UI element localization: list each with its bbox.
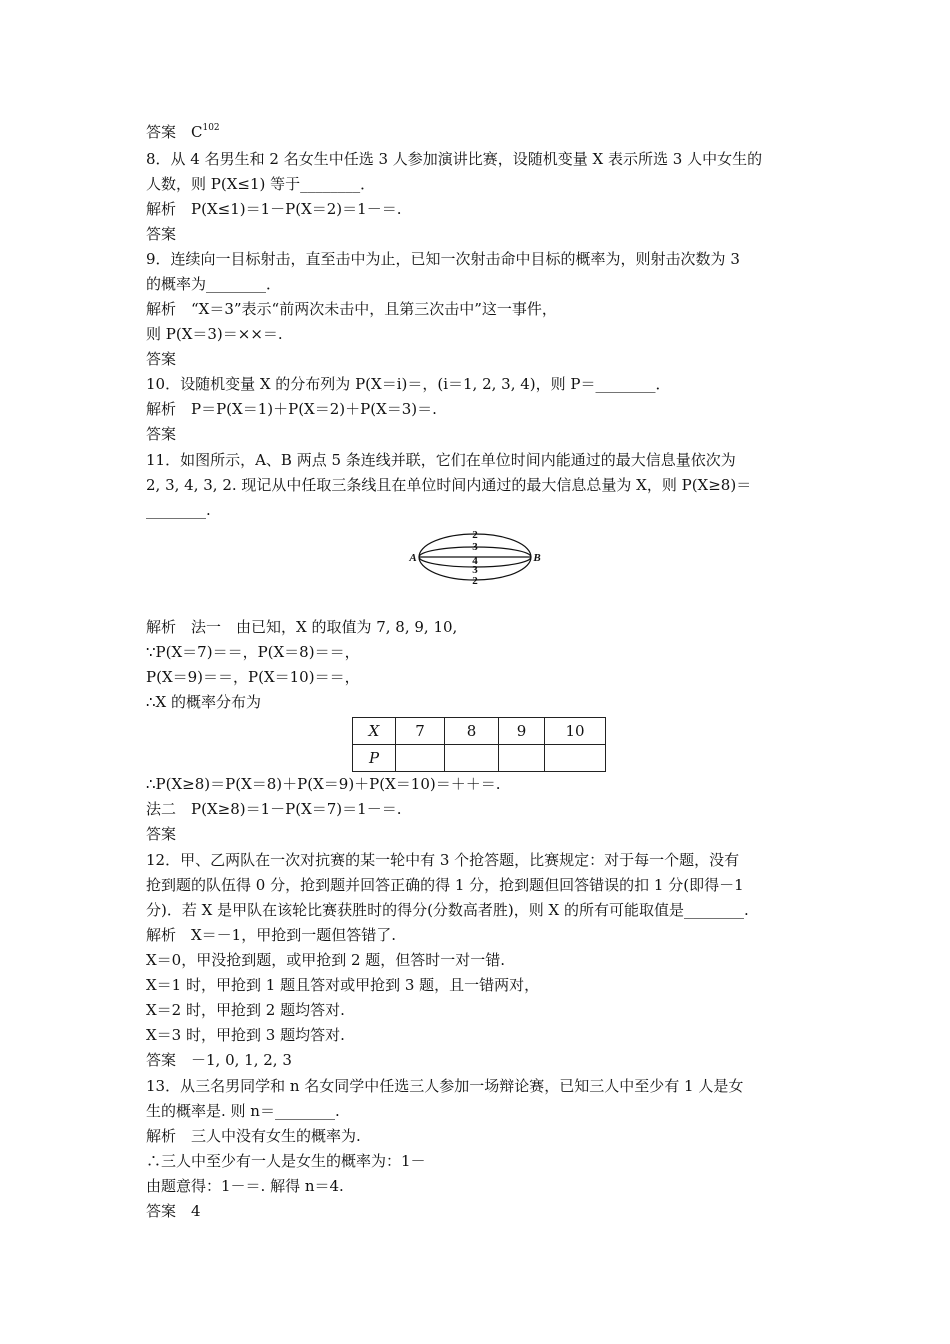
q13-solution-line3: 由题意得：1－＝. 解得 n＝4. <box>146 1177 344 1195</box>
q7-answer-superscript: 102 <box>202 123 220 133</box>
q11-solution-line1: 解析 法一 由已知，X 的取值为 7, 8, 9, 10, <box>146 618 458 636</box>
wire-label-5: 2 <box>472 575 478 586</box>
q13-stem-line1: 13．从三名男同学和 n 名女同学中任选三人参加一场辩论赛，已知三人中至少有 1 人是女 <box>146 1077 744 1095</box>
q13-solution-line1: 解析 三人中没有女生的概率为. <box>146 1127 361 1145</box>
q9-stem-line2: 的概率为________． <box>146 275 282 293</box>
q12-stem-line3: 分)．若 X 是甲队在该轮比赛获胜时的得分(分数高者胜)，则 X 的所有可能取值是________. <box>146 901 749 919</box>
q9-stem-line1: 9．连续向一目标射击，直至击中为止，已知一次射击命中目标的概率为，则射击次数为 3 <box>146 250 740 268</box>
q10-answer: 答案 <box>146 425 177 443</box>
q8-stem-line1: 8．从 4 名男生和 2 名女生中任选 3 人参加演讲比赛，设随机变量 X 表示所选 3 人中女生的 <box>146 150 763 168</box>
q10-stem: 10．设随机变量 X 的分布列为 P(X＝i)＝，(i＝1, 2, 3, 4)，则 P＝________． <box>146 375 671 393</box>
q13-stem-line2: 生的概率是. 则 n＝________. <box>146 1102 340 1120</box>
table-cell: 7 <box>396 718 445 745</box>
wire-label-3: 4 <box>472 555 478 567</box>
table-row <box>353 745 606 772</box>
table-cell: 10 <box>545 718 606 745</box>
q11-solution-line6: 法二 P(X≥8)＝1－P(X＝7)＝1－＝. <box>146 800 402 818</box>
q12-stem-line1: 12．甲、乙两队在一次对抗赛的某一轮中有 3 个抢答题，比赛规定：对于每一个题，没有 <box>146 851 740 869</box>
parallel-wires-diagram <box>405 528 545 586</box>
point-b-label: B <box>533 552 541 564</box>
q11-solution-line5: ∴P(X≥8)＝P(X＝8)＋P(X＝9)＋P(X＝10)＝＋＋＝. <box>146 775 501 793</box>
q8-answer: 答案 <box>146 225 177 243</box>
q13-solution-line2: ∴三人中至少有一人是女生的概率为：1－ <box>146 1152 426 1170</box>
table-cell: 8 <box>445 718 499 745</box>
distribution-table <box>352 717 606 772</box>
table-cell <box>545 745 606 772</box>
q12-solution-line2: X＝0，甲没抢到题，或甲抢到 2 题，但答时一对一错. <box>146 951 506 969</box>
table-cell <box>445 745 499 772</box>
q9-solution-line1: 解析 “X＝3”表示“前两次未击中，且第三次击中”这一事件， <box>146 300 557 318</box>
wire-label-1: 2 <box>472 529 478 541</box>
q11-stem-line1: 11．如图所示，A、B 两点 5 条连线并联，它们在单位时间内能通过的最大信息量依次为 <box>146 451 736 469</box>
q11-solution-line2: ∵P(X＝7)＝＝，P(X＝8)＝＝， <box>146 643 360 661</box>
q11-answer: 答案 <box>146 825 177 843</box>
q8-stem-line2: 人数，则 P(X≤1) 等于________． <box>146 175 376 193</box>
table-cell <box>499 745 545 772</box>
q11-solution-line3: P(X＝9)＝＝，P(X＝10)＝＝， <box>146 668 360 686</box>
q11-stem-line2: 2, 3, 4, 3, 2. 现记从中任取三条线且在单位时间内通过的最大信息总量为 X，则 P(X≥8)＝ <box>146 476 752 494</box>
table-cell: 9 <box>499 718 545 745</box>
q10-solution: 解析 P＝P(X＝1)＋P(X＝2)＋P(X＝3)＝. <box>146 400 437 418</box>
q12-solution-line3: X＝1 时，甲抢到 1 题且答对或甲抢到 3 题，且一错两对， <box>146 976 540 994</box>
table-header-p: P <box>353 745 396 772</box>
q7-answer-text: 答案 C <box>146 123 203 141</box>
point-a-label: A <box>409 552 417 564</box>
wire-label-2: 3 <box>472 541 478 553</box>
q9-solution-line2: 则 P(X＝3)＝××＝. <box>146 325 283 343</box>
wire-label-4: 3 <box>472 564 478 576</box>
q12-solution-line1: 解析 X＝－1，甲抢到一题但答错了. <box>146 926 396 944</box>
q12-solution-line4: X＝2 时，甲抢到 2 题均答对. <box>146 1001 345 1019</box>
table-row <box>353 718 606 745</box>
q12-solution-line5: X＝3 时，甲抢到 3 题均答对. <box>146 1026 345 1044</box>
table-cell <box>396 745 445 772</box>
q8-solution: 解析 P(X≤1)＝1－P(X＝2)＝1－＝. <box>146 200 402 218</box>
q13-answer: 答案 4 <box>146 1202 201 1220</box>
q12-answer: 答案 －1, 0, 1, 2, 3 <box>146 1051 292 1069</box>
table-header-x: X <box>353 718 396 745</box>
q7-answer <box>146 123 220 141</box>
q11-stem-line3: ________. <box>146 501 211 519</box>
q9-answer: 答案 <box>146 350 177 368</box>
q12-stem-line2: 抢到题的队伍得 0 分，抢到题并回答正确的得 1 分，抢到题但回答错误的扣 1 分(即得－1 <box>146 876 744 894</box>
q11-solution-line4: ∴X 的概率分布为 <box>146 693 261 711</box>
